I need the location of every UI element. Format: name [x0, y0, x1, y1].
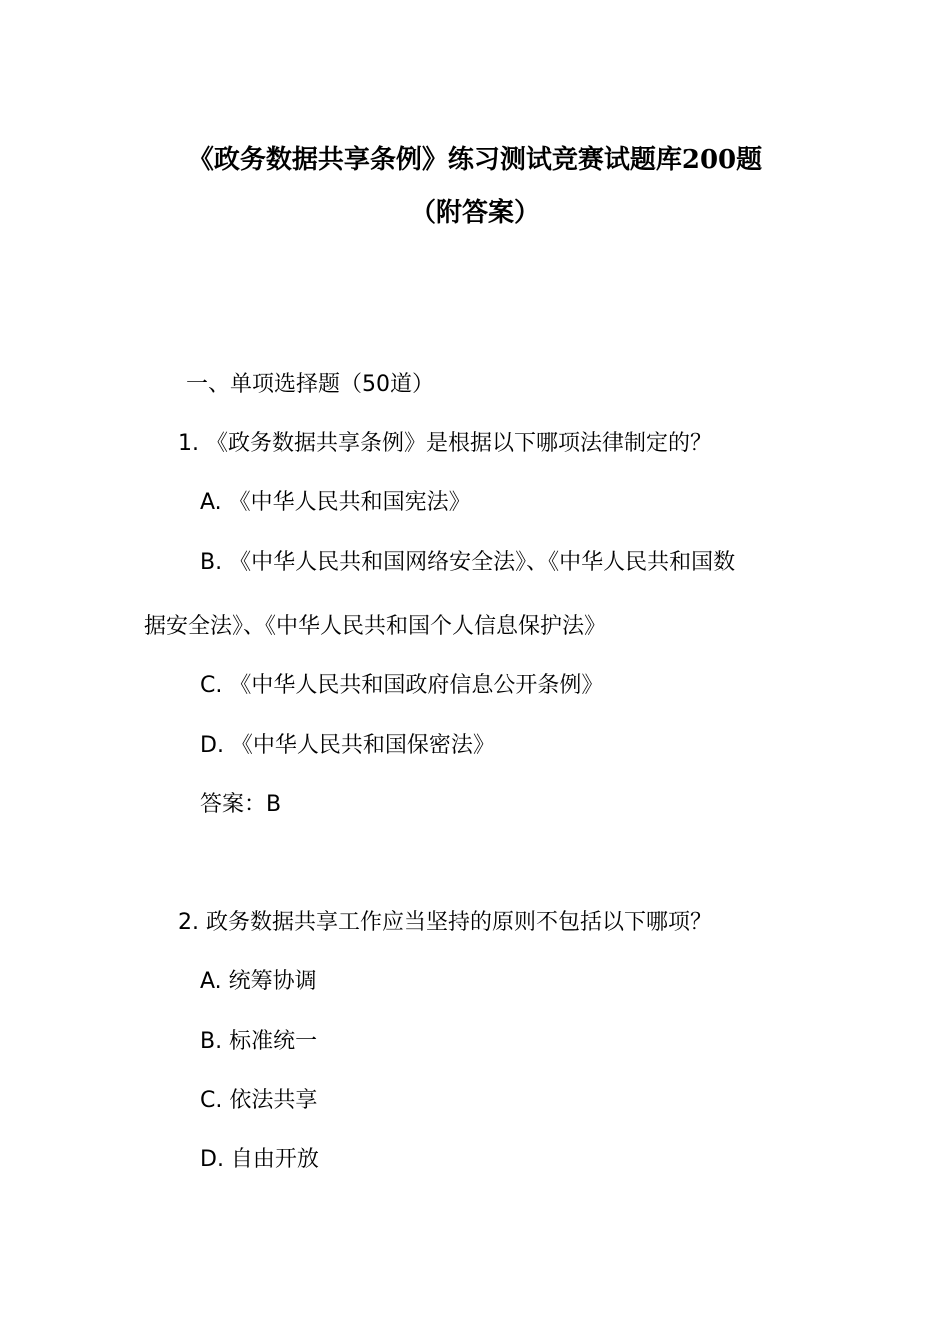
- question-1-answer: 答案：B: [200, 792, 282, 817]
- question-2-option-b: B. 标准统一: [200, 1029, 318, 1054]
- question-1-option-c: C. 《中华人民共和国政府信息公开条例》: [200, 673, 604, 698]
- question-2-option-d: D. 自由开放: [200, 1147, 319, 1172]
- question-2-stem: 2. 政务数据共享工作应当坚持的原则不包括以下哪项？: [178, 910, 712, 935]
- question-1-option-d: D. 《中华人民共和国保密法》: [200, 733, 495, 758]
- question-1-option-b-continued: 据安全法》、《中华人民共和国个人信息保护法》: [144, 614, 607, 639]
- document-title-line2: （附答案）: [409, 198, 540, 228]
- question-1-option-a: A. 《中华人民共和国宪法》: [200, 490, 471, 515]
- section-heading: 一、单项选择题（50道）: [186, 372, 434, 397]
- question-2-option-c: C. 依法共享: [200, 1088, 318, 1113]
- question-1-stem: 1. 《政务数据共享条例》是根据以下哪项法律制定的？: [178, 431, 712, 456]
- question-1-option-b: B. 《中华人民共和国网络安全法》、《中华人民共和国数: [200, 550, 736, 575]
- question-2-option-a: A. 统筹协调: [200, 969, 317, 994]
- document-title-line1: 《政务数据共享条例》练习测试竞赛试题库200题: [187, 145, 763, 175]
